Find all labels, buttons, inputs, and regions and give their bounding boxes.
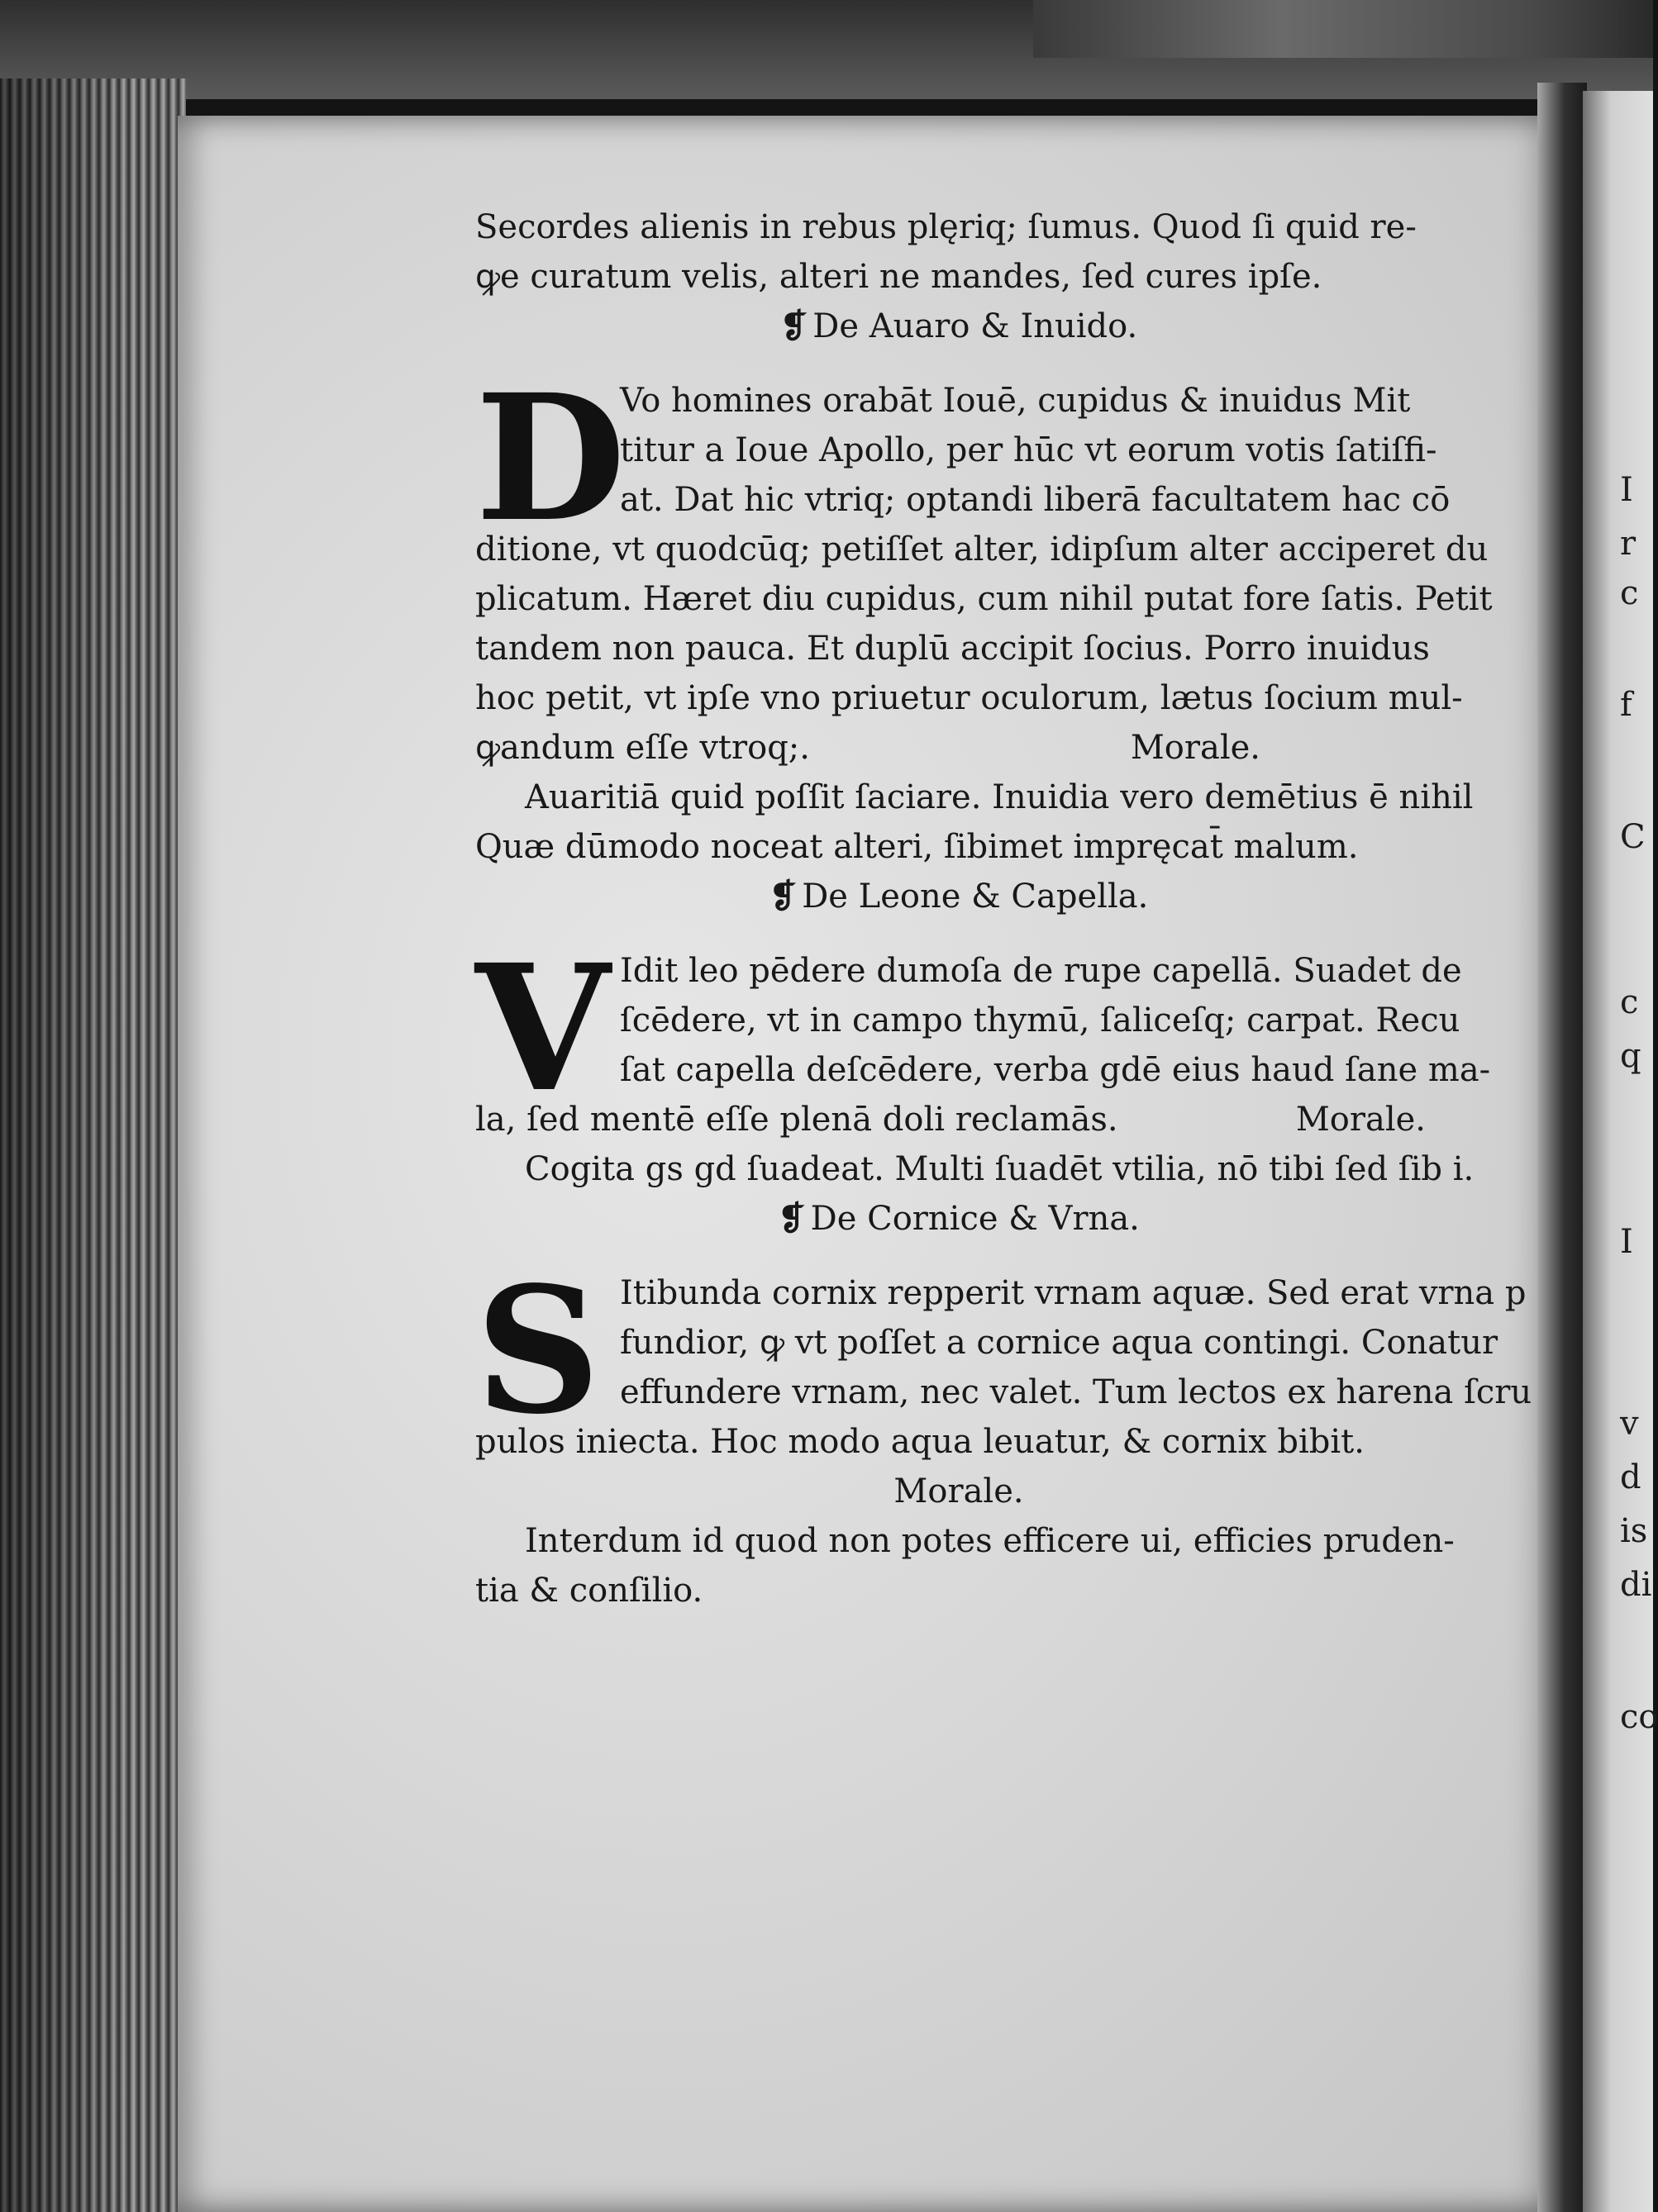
facing-page — [1583, 91, 1658, 2212]
drop-cap: D — [475, 356, 627, 560]
morale-label: Morale. — [893, 1472, 1024, 1510]
fable-body — [475, 1249, 1532, 1467]
facing-fragment: co — [1620, 1698, 1658, 1736]
moral-line: tia & conſilio. — [475, 1572, 703, 1610]
text-line: fundior, ꝙ vt poſſet a cornice aqua contingi. Conatur — [620, 1324, 1498, 1362]
facing-fragment: c — [1620, 983, 1639, 1021]
facing-fragment: is — [1620, 1512, 1648, 1550]
text-line: hoc petit, vt ipſe vno priuetur oculorum, lætus ſocium mul- — [475, 679, 1463, 717]
facing-fragment: r — [1620, 525, 1637, 563]
facing-fragment: C — [1620, 818, 1646, 856]
text-line: ꝙandum eſſe vtroq;. Morale. — [475, 723, 1442, 773]
text-line: plicatum. Hæret diu cupidus, cum nihil putat fore ſatis. Petit — [475, 580, 1493, 618]
moral-line: Quæ dūmodo noceat alteri, ſibimet impręcat̄ malum. — [475, 828, 1359, 866]
page-text — [475, 202, 1532, 1615]
intro-line: Secordes alienis in rebus plęriq; ſumus. Quod ſi quid re- — [475, 208, 1417, 246]
fable-body — [475, 926, 1491, 1144]
facing-fragment: c — [1620, 574, 1639, 612]
text-line: la, ſed mentē eſſe plenā doli reclamās. Morale. — [475, 1095, 1442, 1144]
facing-fragment: d — [1620, 1458, 1641, 1496]
facing-fragment: I — [1620, 471, 1633, 509]
text-line: Itibunda cornix repperit vrnam aquæ. Sed erat vrna p — [620, 1274, 1527, 1312]
text-line: Idit leo pēdere dumoſa de rupe capellā. Suadet de — [620, 952, 1462, 990]
text-line: tandem non pauca. Et duplū accipit ſocius. Porro inuidus — [475, 630, 1430, 668]
fable-title: ❡ De Auaro & Inuido. — [779, 307, 1138, 345]
text-line: effundere vrnam, nec valet. Tum lectos ex harena ſcru — [620, 1373, 1532, 1411]
facing-fragment: v — [1620, 1405, 1639, 1443]
moral-line: Cogita gs gd ſuadeat. Multi ſuadēt vtilia, nō tibi ſed ſib i. — [525, 1150, 1475, 1188]
text-line: Vo homines orabāt Iouē, cupidus & inuidus Mit — [620, 382, 1411, 420]
fable-title: ❡ De Leone & Capella. — [769, 877, 1149, 916]
facing-fragment: di — [1620, 1566, 1652, 1604]
moral-line: Auaritiā quid poſſit ſaciare. Inuidia vero demētius ē nihil — [525, 778, 1474, 816]
text-line: ſat capella deſcēdere, verba gdē eius haud ſane ma- — [620, 1051, 1491, 1089]
moral-line: Interdum id quod non potes efficere ui, efficies pruden- — [525, 1522, 1455, 1560]
pilcrow-icon: ❡ — [769, 877, 798, 916]
facing-fragment: I — [1620, 1223, 1633, 1261]
cloth-background — [1033, 0, 1653, 58]
facing-fragment: q — [1620, 1037, 1641, 1075]
text-line: ſcēdere, vt in campo thymū, ſaliceſq; carpat. Recu — [620, 1001, 1460, 1039]
facing-fragment: f — [1620, 686, 1632, 724]
pilcrow-icon: ❡ — [779, 307, 808, 345]
intro-line: ꝙe curatum velis, alteri ne mandes, ſed cures ipſe. — [475, 258, 1322, 296]
morale-label: Morale. — [1295, 1101, 1426, 1139]
text-line: pulos iniecta. Hoc modo aqua leuatur, & cornix bibit. — [475, 1423, 1365, 1461]
text-line: ditione, vt quodcūq; petiſſet alter, idipſum alter acciperet du — [475, 530, 1489, 568]
book-gutter — [1537, 83, 1587, 2212]
pilcrow-icon: ❡ — [778, 1199, 806, 1238]
text-line: at. Dat hic vtriq; optandi liberā facultatem hac cō — [620, 481, 1451, 519]
drop-cap: V — [475, 926, 610, 1130]
text-line: titur a Ioue Apollo, per hūc vt eorum votis ſatiſfi- — [620, 431, 1437, 469]
fable-body — [475, 356, 1493, 773]
drop-cap: S — [475, 1249, 601, 1453]
fable-title: ❡ De Cornice & Vrna. — [778, 1199, 1140, 1238]
morale-label: Morale. — [1130, 729, 1260, 767]
